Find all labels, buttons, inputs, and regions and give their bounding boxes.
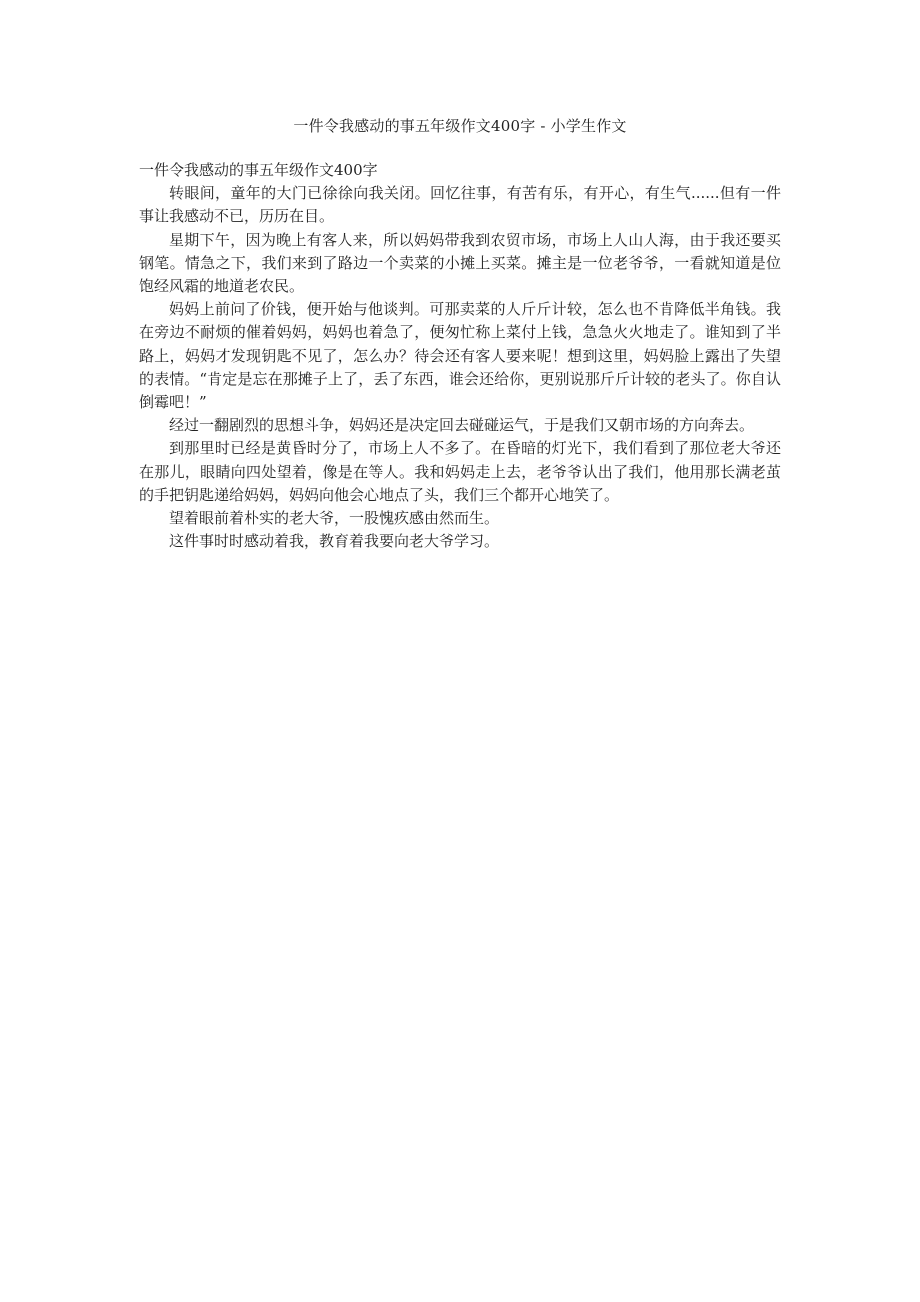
- paragraph-7: 这件事时时感动着我，教育着我要向老大爷学习。: [169, 532, 500, 551]
- article-subtitle: 一件令我感动的事五年级作文400字: [139, 161, 378, 179]
- paragraph-5: 到那里时已经是黄昏时分了，市场上人不多了。在昏暗的灯光下，我们看到了那位老大爷还在那儿，眼睛向四处望着，像是在等人。我和妈妈走上去，老爷爷认出了我们，他用那长满老茧的手把钥匙递给妈妈，妈妈向他会心地点了头，我们三个都开心地笑了。: [139, 439, 781, 504]
- paragraph-4: 经过一翻剧烈的思想斗争，妈妈还是决定回去碰碰运气，于是我们又朝市场的方向奔去。: [169, 416, 755, 435]
- paragraph-1: 转眼间，童年的大门已徐徐向我关闭。回忆往事，有苦有乐，有开心，有生气......但有一件事让我感动不已，历历在目。: [139, 184, 781, 226]
- document-title: 一件令我感动的事五年级作文400字 - 小学生作文: [293, 117, 627, 135]
- paragraph-6: 望着眼前着朴实的老大爷，一股愧疚感由然而生。: [169, 509, 500, 528]
- article-body: [139, 159, 781, 553]
- paragraph-2: 星期下午，因为晚上有客人来，所以妈妈带我到农贸市场，市场上人山人海，由于我还要买钢笔。情急之下，我们来到了路边一个卖菜的小摊上买菜。摊主是一位老爷爷，一看就知道是位饱经风霜的地道老农民。: [139, 230, 781, 296]
- paragraph-3: 妈妈上前问了价钱，便开始与他谈判。可那卖菜的人斤斤计较，怎么也不肯降低半角钱。我在旁边不耐烦的催着妈妈，妈妈也着急了，便匆忙称上菜付上钱，急急火火地走了。谁知到了半路上，妈妈才发现钥匙不见了，怎么办？待会还有客人要来呢！想到这里，妈妈脸上露出了失望的表情。“肯定是忘在那摊子上了，丢了东西，谁会还给你，更别说那斤斤计较的老头了。你自认倒霉吧！”: [139, 300, 781, 412]
